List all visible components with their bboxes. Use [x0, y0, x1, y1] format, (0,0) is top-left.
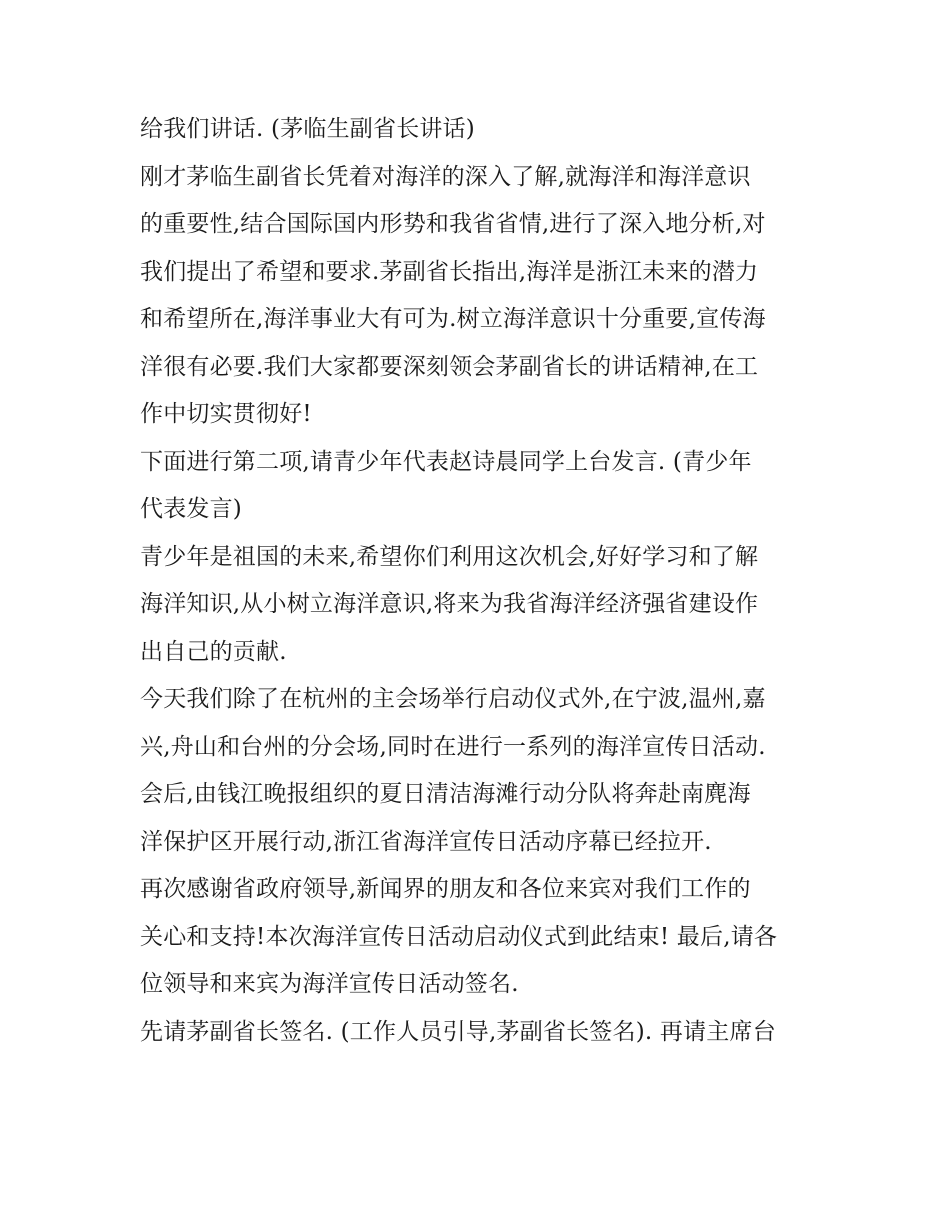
text-line: 今天我们除了在杭州的主会场举行启动仪式外,在宁波,温州,嘉: [140, 686, 766, 712]
text-line: 位领导和来宾为海洋宣传日活动签名.: [140, 971, 519, 997]
text-line: 出自己的贡献.: [140, 638, 287, 665]
text-line: 下面进行第二项,请青少年代表赵诗晨同学上台发言. (青少年: [140, 448, 752, 475]
text-line: 洋保护区开展行动,浙江省海洋宣传日活动序幕已经拉开.: [140, 828, 712, 855]
document-body: [140, 106, 820, 1056]
text-line: 给我们讲话. (茅临生副省长讲话): [140, 116, 475, 142]
text-line: 作中切实贯彻好!: [140, 401, 312, 427]
text-line: 和希望所在,海洋事业大有可为.树立海洋意识十分重要,宣传海: [140, 306, 766, 332]
text-line: 会后,由钱江晚报组织的夏日清洁海滩行动分队将奔赴南麂海: [140, 781, 751, 807]
text-line: 海洋知识,从小树立海洋意识,将来为我省海洋经济强省建设作: [140, 591, 759, 617]
text-line: 青少年是祖国的未来,希望你们利用这次机会,好好学习和了解: [140, 543, 759, 570]
text-line: 我们提出了希望和要求.茅副省长指出,海洋是浙江未来的潜力: [140, 258, 759, 285]
text-line: 先请茅副省长签名. (工作人员引导,茅副省长签名). 再请主席台: [140, 1018, 776, 1045]
text-line: 再次感谢省政府领导,新闻界的朋友和各位来宾对我们工作的: [140, 876, 751, 902]
text-line: 刚才茅临生副省长凭着对海洋的深入了解,就海洋和海洋意识: [140, 163, 751, 190]
text-line: 代表发言): [140, 496, 242, 522]
text-line: 洋很有必要.我们大家都要深刻领会茅副省长的讲话精神,在工: [140, 353, 759, 380]
text-line: 关心和支持!本次海洋宣传日活动启动仪式到此结束! 最后,请各: [140, 923, 778, 950]
text-line: 的重要性,结合国际国内形势和我省省情,进行了深入地分析,对: [140, 211, 766, 237]
text-line: 兴,舟山和台州的分会场,同时在进行一系列的海洋宣传日活动.: [140, 733, 766, 760]
